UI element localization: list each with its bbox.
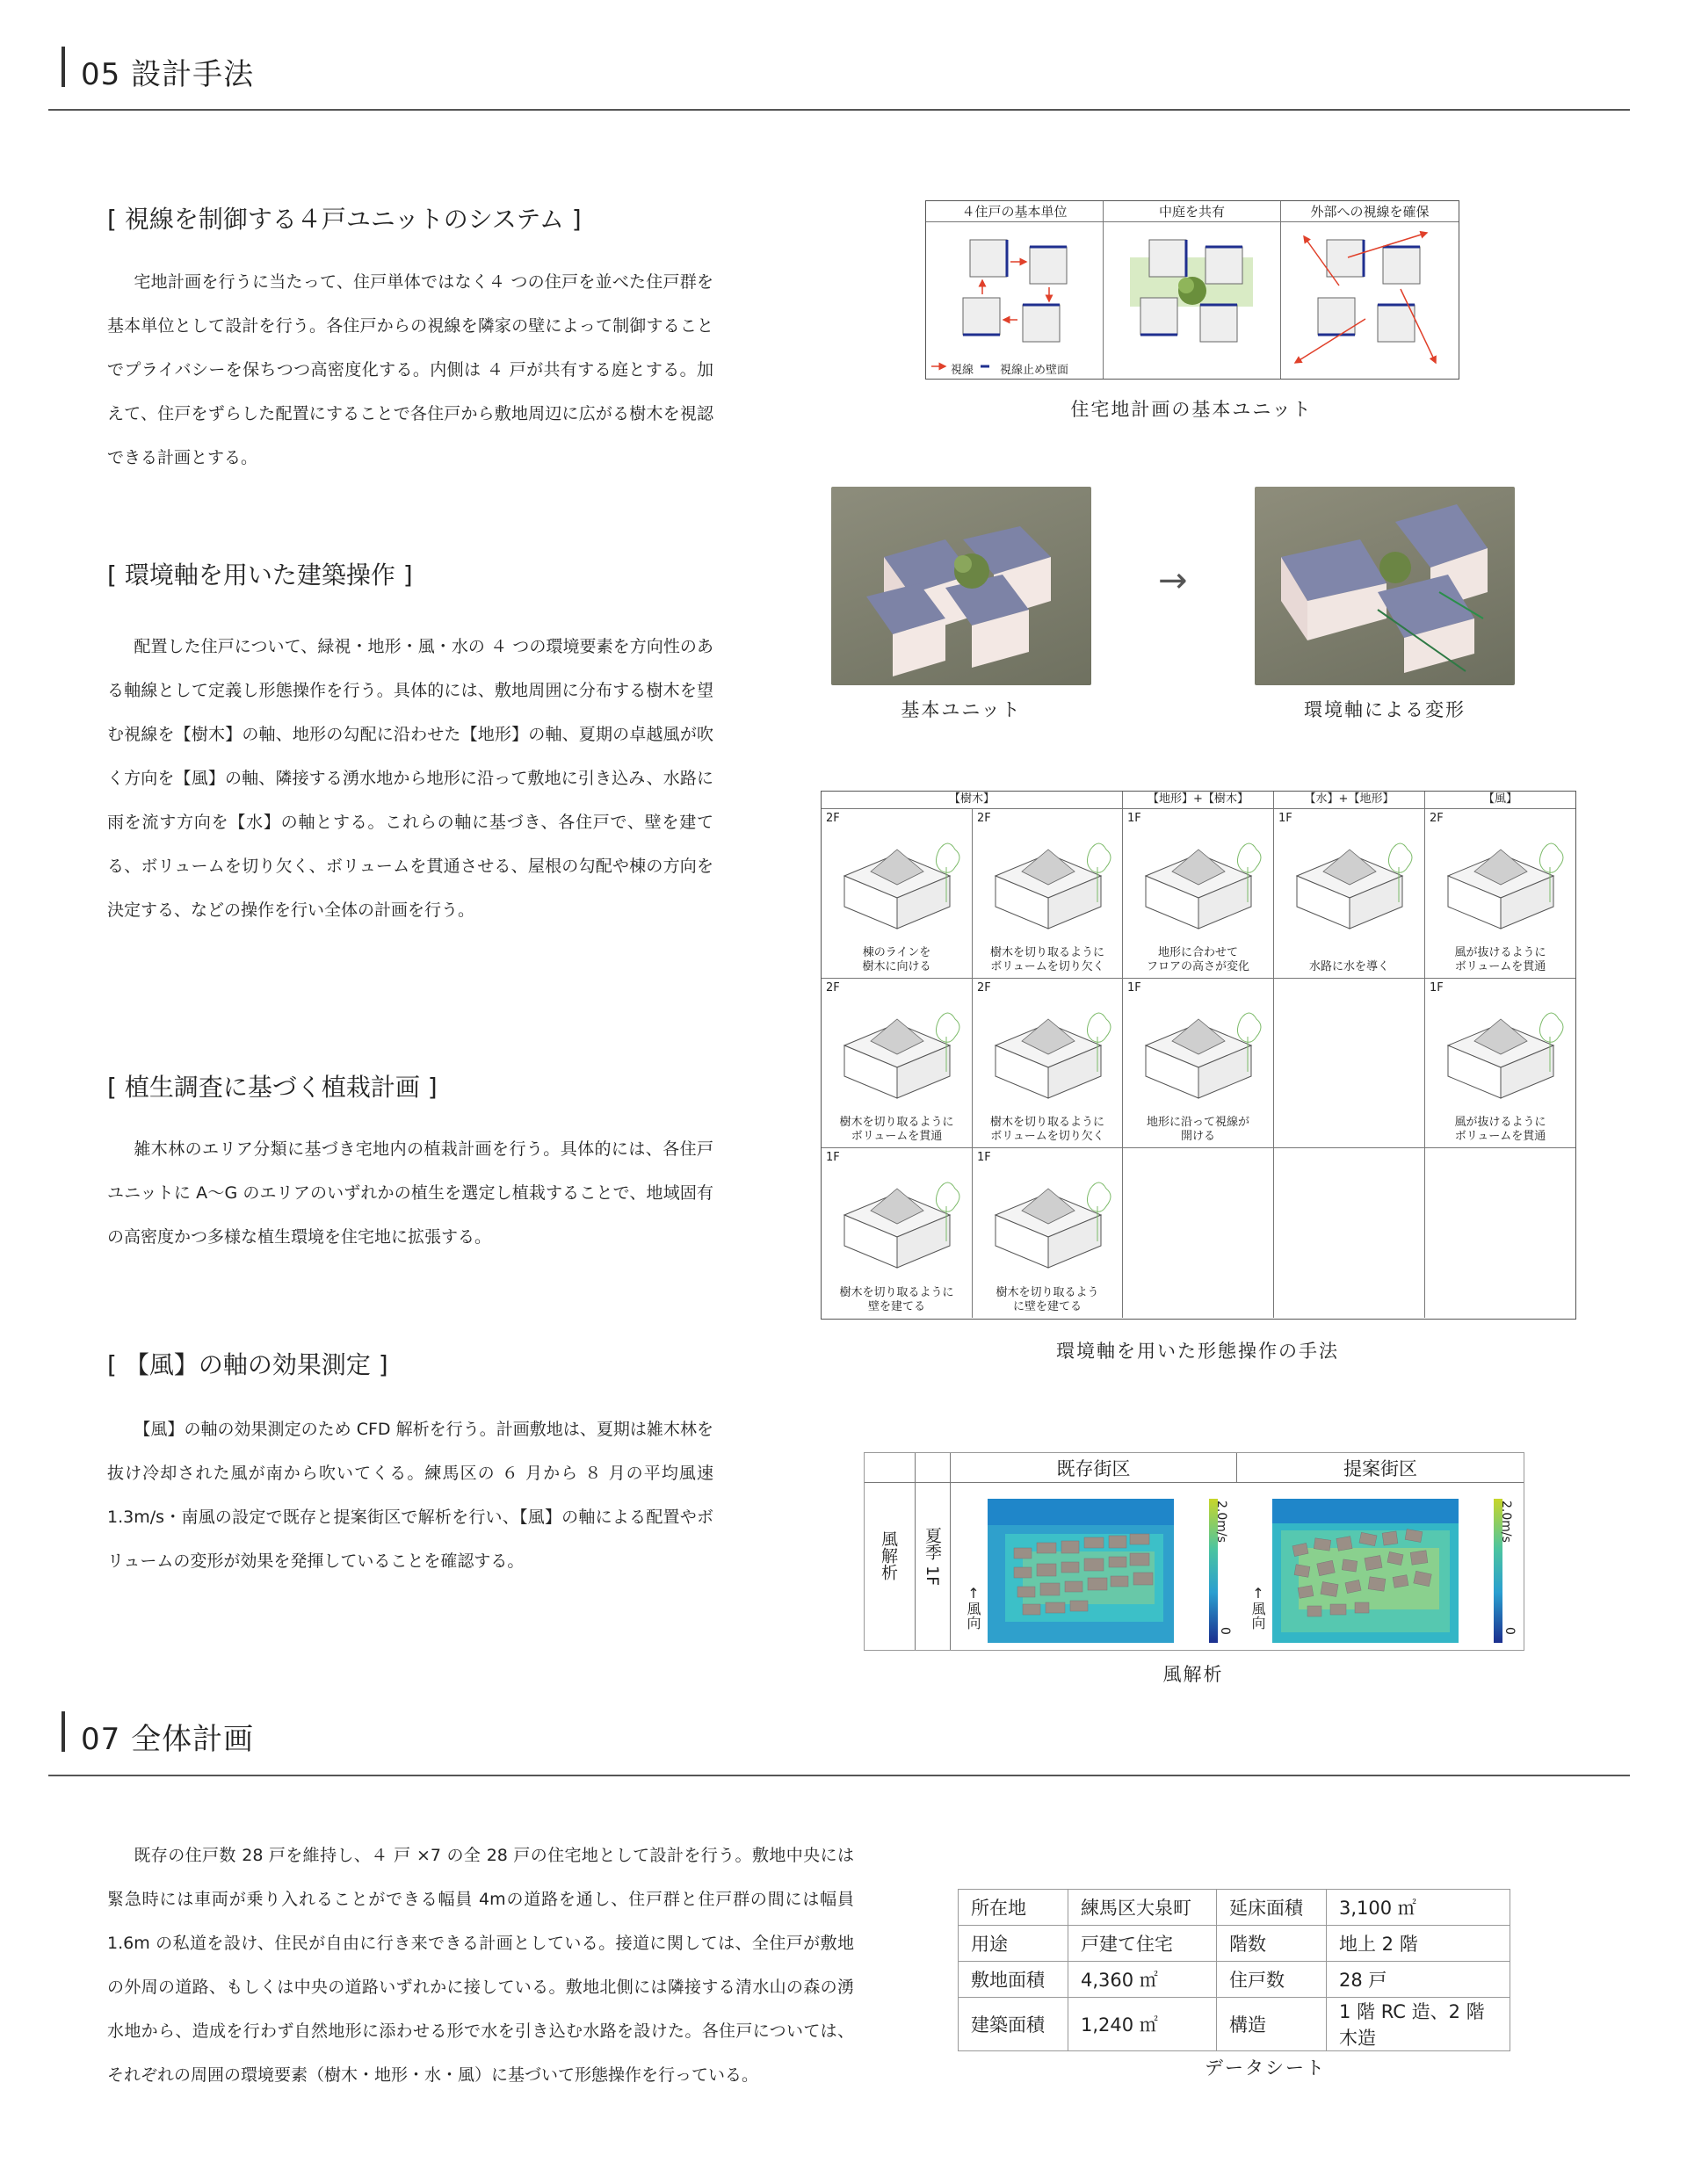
ops-floor-label: 2F [977, 981, 991, 994]
ops-cell-r1-c5 [1425, 809, 1575, 979]
caption-basic-unit: 住宅地計画の基本ユニット [1070, 399, 1313, 420]
ops-cell-r3-c4 [1274, 1148, 1425, 1318]
ops-floor-label: 1F [826, 1151, 840, 1164]
unit-header-3: 外部への視線を確保 [1310, 204, 1430, 220]
wind-dir-existing: ↑ 風向 [965, 1585, 981, 1630]
wind-row-label: 風解析 [879, 1530, 898, 1580]
ops-cell-r1-c4 [1274, 809, 1425, 979]
wind-scale-min-existing: 0 [1218, 1627, 1232, 1635]
ops-cell-r1-c3 [1123, 809, 1274, 979]
ops-sketch [1279, 823, 1420, 946]
heading-env-axis: [ 環境軸を用いた建築操作 ] [107, 560, 413, 589]
ops-cell-r3-c2 [973, 1148, 1123, 1318]
ops-floor-label: 1F [977, 1151, 991, 1164]
wind-col-proposed: 提案街区 [1343, 1458, 1417, 1479]
datasheet-value: 1,240 ㎡ [1068, 1998, 1217, 2051]
ops-cell-r2-c5 [1425, 979, 1575, 1148]
ops-cell-label: 地形に沿って視線が 開ける [1146, 1116, 1249, 1143]
unit-diagrams [926, 222, 1459, 379]
ops-header-terrain-tree: 【地形】+【樹木】 [1148, 792, 1249, 806]
unit-header-1: ４住戸の基本単位 [961, 204, 1068, 220]
ops-floor-label: 1F [1278, 812, 1292, 825]
datasheet-key: 建築面積 [959, 1998, 1068, 2051]
fig-basic-unit [925, 200, 1459, 380]
ops-sketch [827, 1162, 967, 1285]
section-05-rule [48, 109, 1630, 111]
caption-render-left: 基本ユニット [901, 699, 1022, 720]
render-basic-unit [831, 487, 1091, 685]
legend-wall-label: 視線止め壁面 [1000, 364, 1069, 377]
section-07-rule [48, 1775, 1630, 1776]
heading-wind-effect: [ 【風】の軸の効果測定 ] [107, 1350, 388, 1379]
legend-sight-label: 視線 [951, 364, 974, 377]
datasheet-row [959, 1926, 1510, 1962]
ops-cell-label: 棟のラインを 樹木に向ける [862, 946, 931, 973]
ops-cell-label: 風が抜けるように ボリュームを貫通 [1454, 1116, 1546, 1143]
ops-sketch [978, 993, 1119, 1116]
wind-arrow-icon: ↑ [1252, 1585, 1264, 1602]
ops-floor-label: 2F [977, 812, 991, 825]
para-sightline-system: 宅地計画を行うに当たって、住戸単体ではなく４ つの住戸を並べた住戸群を基本単位として設計を行う。各住戸からの視線を隣家の壁によって制御することでプライバシーを保ちつつ高密度化する。内側は ４ 戸が共有する庭とする。加えて、住戸をずらした配置にすることで各住戸から敷地周辺に広がる樹木を視認できる計画とする。 [107, 272, 713, 467]
ops-sketch [1430, 823, 1571, 946]
fig-wind-analysis [864, 1452, 1524, 1651]
wind-dir-proposed: ↑ 風向 [1249, 1585, 1266, 1630]
para-planting: 雑木林のエリア分類に基づき宅地内の植栽計画を行う。具体的には、各住戸ユニットに A～G のエリアのいずれかの植生を選定し植栽することで、地域固有の高密度かつ多様な植生環境を住宅地に拡張する。 [107, 1139, 713, 1247]
ops-floor-label: 2F [826, 812, 840, 825]
ops-header-tree: 【樹木】 [948, 792, 995, 806]
ops-cell-label: 樹木を切り取るように ボリュームを切り欠く [989, 1116, 1104, 1143]
ops-cell-r2-c4 [1274, 979, 1425, 1148]
ops-cell-r2-c1 [822, 979, 973, 1148]
wind-col-existing: 既存街区 [1056, 1458, 1131, 1479]
ops-cell-r3-c3 [1123, 1148, 1274, 1318]
ops-cell-r2-c3 [1123, 979, 1274, 1148]
ops-sketch [1128, 993, 1269, 1116]
wind-map-existing [988, 1499, 1174, 1643]
wind-map-proposed [1272, 1499, 1459, 1643]
datasheet-value: 戸建て住宅 [1068, 1926, 1217, 1962]
ops-header-wind: 【風】 [1482, 792, 1517, 806]
ops-cell-r1-c2 [973, 809, 1123, 979]
wind-season-label: 夏季 1F [923, 1527, 942, 1587]
section-05-bar [62, 47, 65, 87]
ops-floor-label: 1F [1430, 981, 1444, 994]
wind-arrow-icon: ↑ [967, 1585, 980, 1602]
caption-wind-analysis: 風解析 [1162, 1664, 1224, 1685]
heading-sightline-system: [ 視線を制御する４戸ユニットのシステム ] [107, 205, 582, 234]
datasheet-key: 所在地 [959, 1890, 1068, 1926]
ops-cell-label: 水路に水を導く [1308, 960, 1389, 973]
ops-cell-label: 樹木を切り取るように 壁を建てる [839, 1286, 954, 1313]
section-05-title: 05 設計手法 [81, 57, 255, 92]
ops-floor-label: 2F [826, 981, 840, 994]
render-arrow: → [1158, 560, 1188, 601]
datasheet-key: 延床面積 [1217, 1890, 1327, 1926]
ops-sketch [827, 823, 967, 946]
ops-cell-r1-c1 [822, 809, 973, 979]
para-overall-plan: 既存の住戸数 28 戸を維持し、４ 戸 ×7 の全 28 戸の住宅地として設計を行う。敷地中央には緊急時には車両が乗り入れることができる幅員 4mの道路を通し、住戸群と住戸群の間には幅員 1.6m の私道を設け、住民が自由に行き来できる計画としている。接道に関しては、全住戸が敷地の外周の道路、もしくは中央の道路いずれかに接している。敷地北側には隣接する清水山の森の湧水地から、造成を行わず自然地形に添わせる形で水を引き込む水路を設けた。各住戸については、それぞれの周囲の環境要素（樹木・地形・水・風）に基づいて形態操作を行っている。 [107, 1846, 854, 2085]
render-transformed [1255, 487, 1515, 685]
para-env-axis: 配置した住戸について、緑視・地形・風・水の ４ つの環境要素を方向性のある軸線として定義し形態操作を行う。具体的には、敷地周囲に分布する樹木を望む視線を【樹木】の軸、地形の勾配に沿わせた【地形】の軸、夏期の卓越風が吹く方向を【風】の軸、隣接する湧水地から地形に沿って敷地に引き込み、水路に雨を流す方向を【水】の軸とする。これらの軸に基づき、各住戸で、壁を建てる、ボリュームを切り欠く、ボリュームを貫通させる、屋根の勾配や棟の方向を決定する、などの操作を行い全体の計画を行う。 [107, 637, 713, 920]
fig-form-operations [821, 791, 1576, 1320]
heading-planting: [ 植生調査に基づく植栽計画 ] [107, 1073, 438, 1102]
ops-header-water-terrain: 【水】+【地形】 [1304, 792, 1394, 806]
datasheet-value: 地上 2 階 [1327, 1926, 1510, 1962]
datasheet-row [959, 1962, 1510, 1998]
ops-floor-label: 1F [1127, 981, 1141, 994]
ops-sketch [827, 993, 967, 1116]
ops-floor-label: 2F [1430, 812, 1444, 825]
unit-panel-1 [931, 240, 1067, 366]
caption-form-operations: 環境軸を用いた形態操作の手法 [1056, 1341, 1339, 1362]
ops-floor-label: 1F [1127, 812, 1141, 825]
ops-cell-label: 樹木を切り取るように ボリュームを貫通 [839, 1116, 954, 1143]
ops-cell-r3-c1 [822, 1148, 973, 1318]
ops-cell-label: 樹木を切り取るよう に壁を建てる [996, 1286, 1099, 1313]
datasheet-value: 28 戸 [1327, 1962, 1510, 1998]
datasheet-key: 敷地面積 [959, 1962, 1068, 1998]
ops-sketch [1128, 823, 1269, 946]
datasheet-table [958, 1889, 1510, 2051]
wind-scale-max-existing: 2.0m/s [1214, 1501, 1228, 1543]
datasheet-key: 住戸数 [1217, 1962, 1327, 1998]
unit-panel-3 [1295, 233, 1436, 363]
unit-panel-2 [1130, 240, 1253, 342]
section-07-bar [62, 1711, 65, 1752]
datasheet-value: 4,360 ㎡ [1068, 1962, 1217, 1998]
para-wind-effect: 【風】の軸の効果測定のため CFD 解析を行う。計画敷地は、夏期は雑木林を抜け冷却された風が南から吹いてくる。練馬区の ６ 月から ８ 月の平均風速 1.3m/s・南風の設定で既存と提案街区で解析を行い、【風】の軸による配置やボリュームの変形が効果を発揮していることを確認する。 [107, 1420, 713, 1571]
ops-sketch [1430, 993, 1571, 1116]
caption-render-right: 環境軸による変形 [1304, 699, 1466, 720]
wind-scale-min-proposed: 0 [1502, 1627, 1517, 1635]
datasheet-row [959, 1998, 1510, 2051]
datasheet-key: 階数 [1217, 1926, 1327, 1962]
datasheet-key: 構造 [1217, 1998, 1327, 2051]
datasheet-row [959, 1890, 1510, 1926]
ops-cell-label: 地形に合わせて フロアの高さが変化 [1146, 946, 1249, 973]
ops-sketch [978, 823, 1119, 946]
caption-datasheet: データシート [1205, 2057, 1326, 2079]
ops-cell-label: 樹木を切り取るように ボリュームを切り欠く [989, 946, 1104, 973]
datasheet-value: 1 階 RC 造、2 階木造 [1327, 1998, 1510, 2051]
wind-scale-max-proposed: 2.0m/s [1499, 1501, 1513, 1543]
datasheet-value: 3,100 ㎡ [1327, 1890, 1510, 1926]
unit-header-2: 中庭を共有 [1158, 204, 1225, 220]
ops-sketch [978, 1162, 1119, 1285]
ops-cell-r3-c5 [1425, 1148, 1575, 1318]
ops-cell-label: 風が抜けるように ボリュームを貫通 [1454, 946, 1546, 973]
datasheet-value: 練馬区大泉町 [1068, 1890, 1217, 1926]
datasheet-key: 用途 [959, 1926, 1068, 1962]
section-07-title: 07 全体計画 [81, 1722, 255, 1757]
ops-cell-r2-c2 [973, 979, 1123, 1148]
